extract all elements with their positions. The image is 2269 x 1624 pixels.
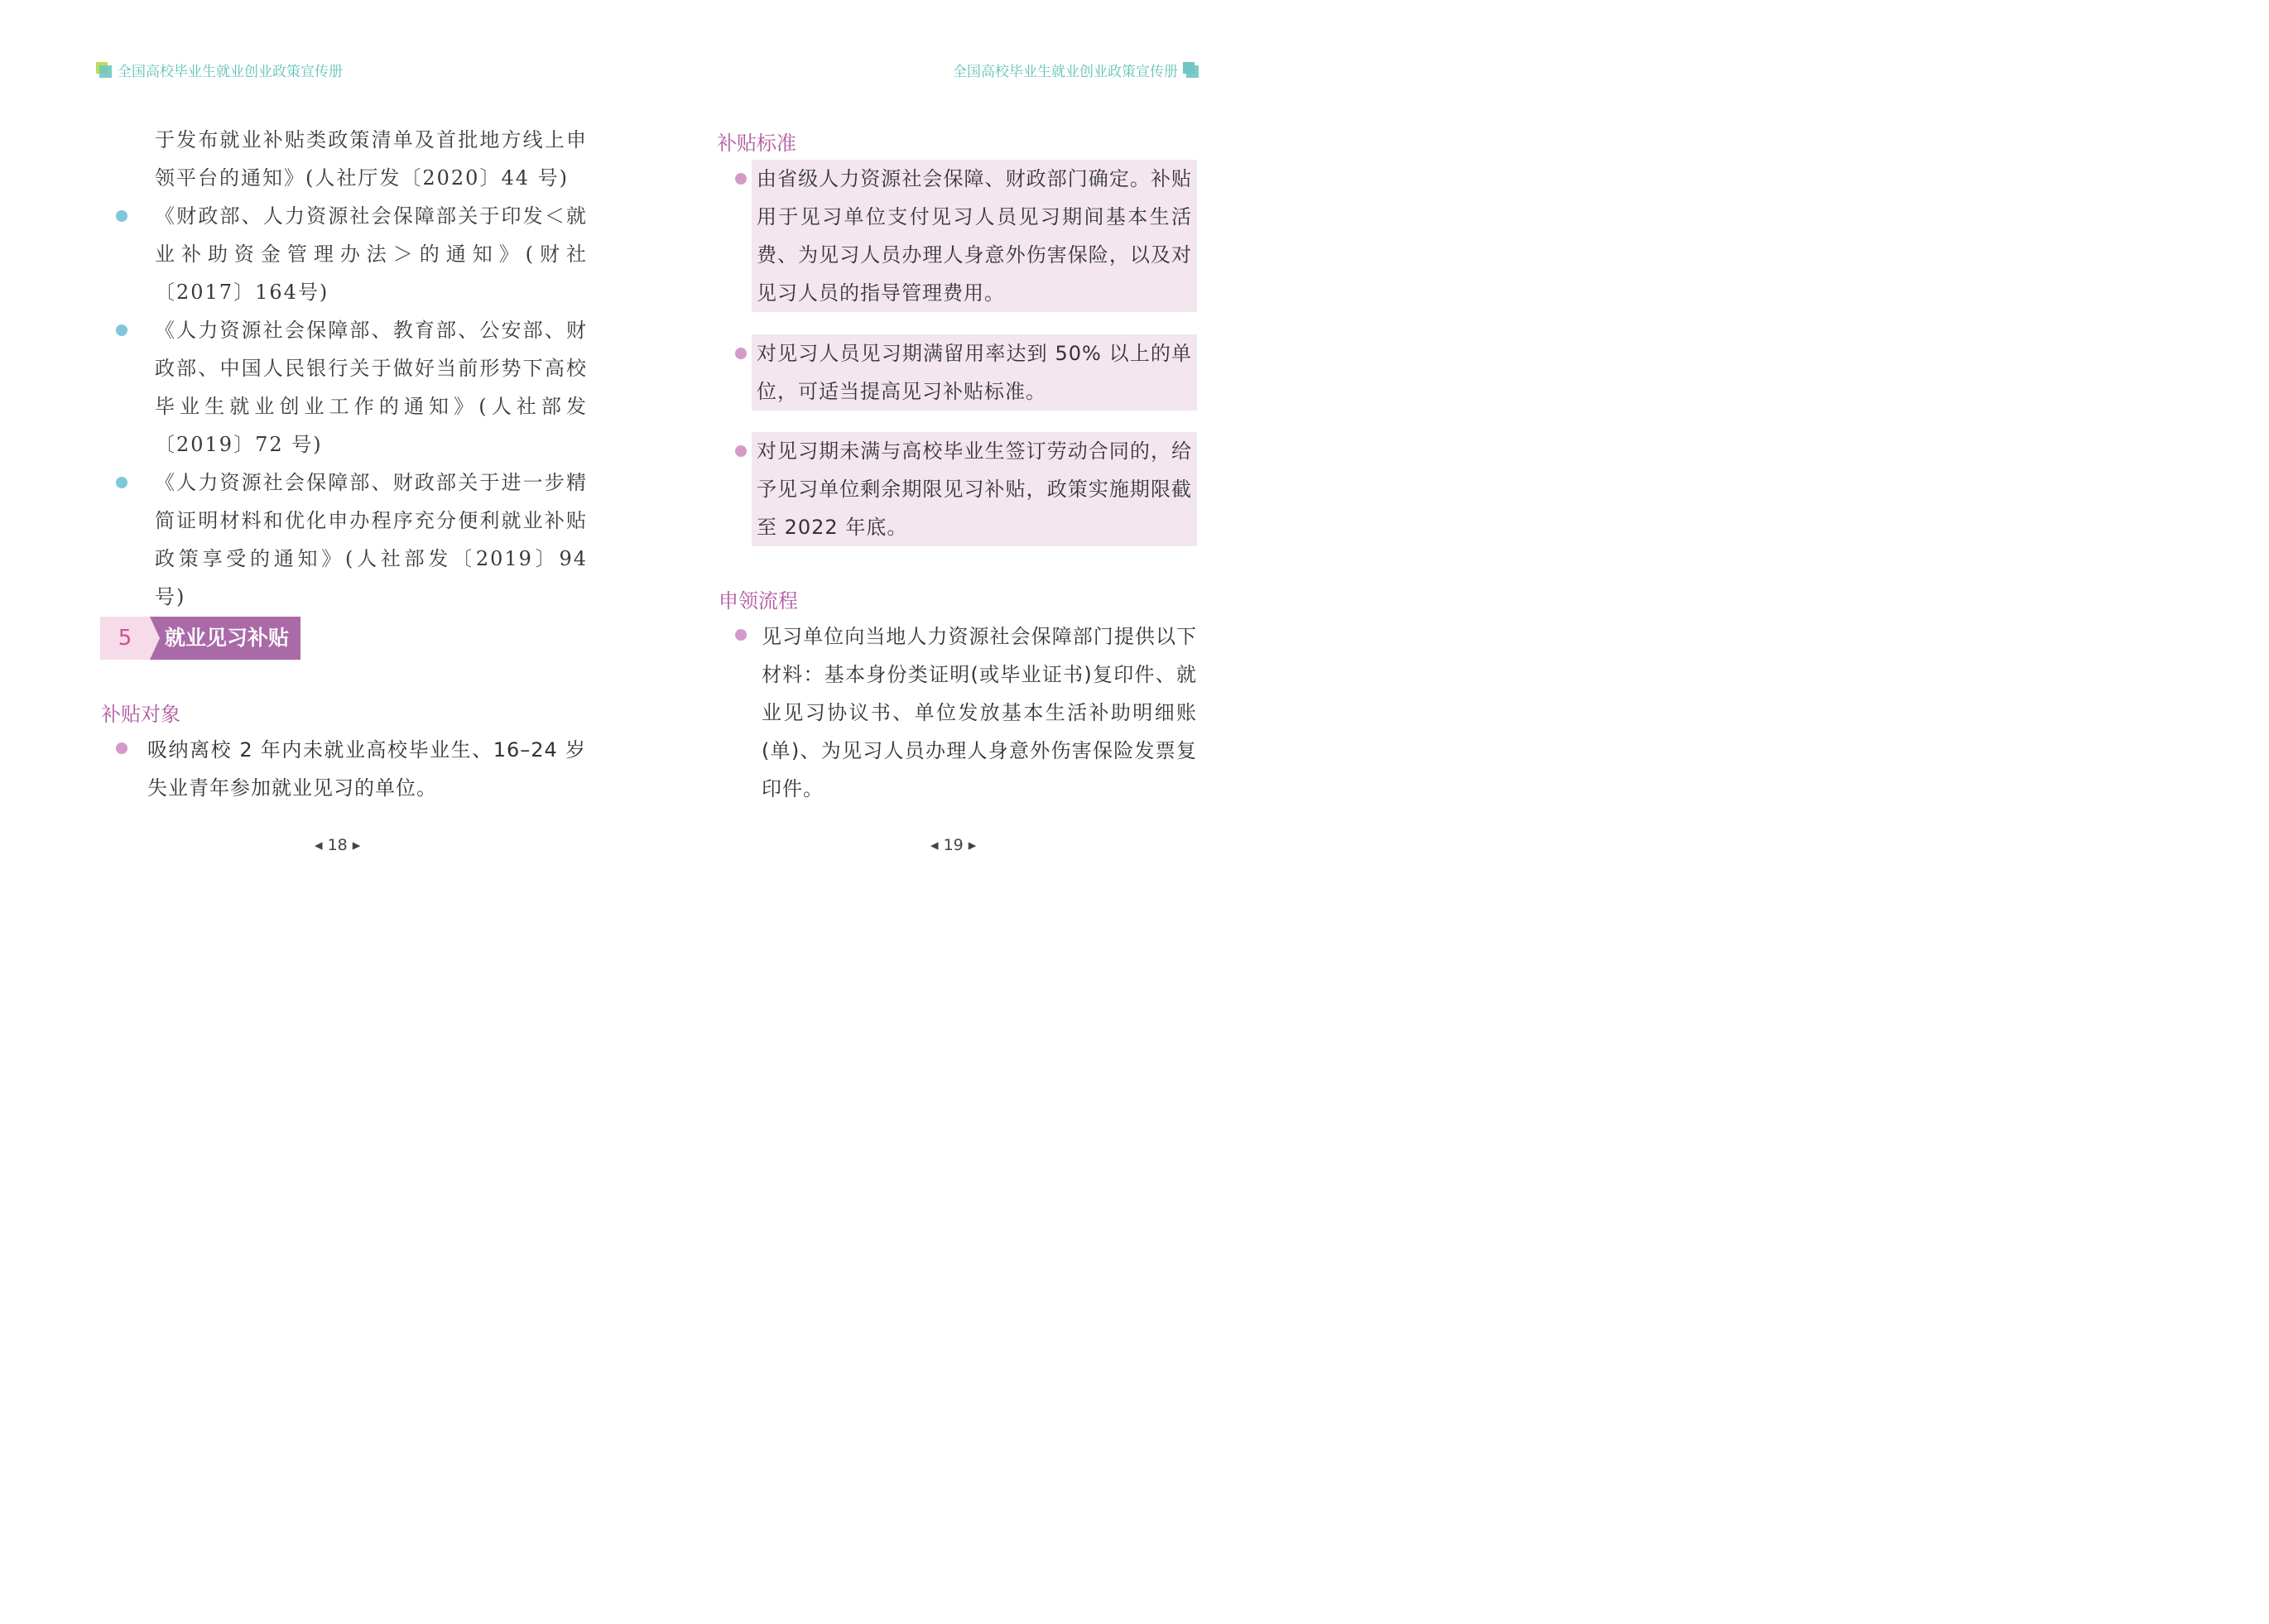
page-number: ◂ 18 ▸ (315, 836, 361, 854)
bullet-icon (116, 477, 127, 488)
list-item (116, 464, 588, 616)
header-title: 全国高校毕业生就业创业政策宣传册 (118, 64, 343, 80)
highlight-box (752, 160, 1197, 312)
subsidy-target-heading: 补贴对象 (101, 703, 180, 726)
list-item-text: 《人力资源社会保障部、财政部关于进一步精简证明材料和优化申办程序充分便利就业补贴政策享受的通知》(人社部发〔2019〕94 号) (155, 471, 588, 608)
left-page (0, 0, 647, 930)
highlight-box (752, 334, 1197, 411)
list-item-text: 于发布就业补贴类政策清单及首批地方线上申领平台的通知》(人社厅发〔2020〕44 号) (155, 128, 588, 190)
list-item-text: 《财政部、人力资源社会保障部关于印发＜就业补助资金管理办法＞的通知》(财社〔2017〕164号) (155, 204, 588, 304)
header-square-icon (96, 62, 113, 79)
section-badge (100, 617, 300, 660)
badge-notch (150, 617, 160, 660)
process-heading: 申领流程 (719, 589, 798, 613)
subsidy-standard-heading: 补贴标准 (717, 132, 796, 155)
standard-item (735, 432, 1197, 546)
standard-item (735, 334, 1197, 411)
running-header-left (96, 60, 343, 80)
bullet-icon (735, 173, 747, 185)
bullet-icon (116, 742, 127, 754)
header-square-icon (1183, 62, 1199, 79)
section-number: 5 (100, 617, 150, 660)
bullet-icon (116, 324, 127, 336)
list-item (116, 311, 588, 464)
standard-text: 对见习人员见习期满留用率达到 50% 以上的单位，可适当提高见习补贴标准。 (757, 342, 1192, 403)
page-number: ◂ 19 ▸ (930, 836, 977, 854)
standard-text: 由省级人力资源社会保障、财政部门确定。补贴用于见习单位支付见习人员见习期间基本生活费、为见习人员办理人身意外伤害保险，以及对见习人员的指导管理费用。 (757, 167, 1192, 305)
bullet-icon (735, 445, 747, 457)
standard-text: 对见习期未满与高校毕业生签订劳动合同的，给予见习单位剩余期限见习补贴，政策实施期限截至 2022 年底。 (757, 440, 1192, 539)
list-item-text: 《人力资源社会保障部、教育部、公安部、财政部、中国人民银行关于做好当前形势下高校毕业生就业创业工作的通知》(人社部发〔2019〕72 号) (155, 319, 588, 456)
subsidy-target-item (116, 731, 588, 807)
list-item (116, 121, 588, 197)
subsidy-target-text: 吸纳离校 2 年内未就业高校毕业生、16–24 岁失业青年参加就业见习的单位。 (147, 738, 586, 800)
bullet-icon (116, 210, 127, 222)
standard-item (735, 160, 1197, 312)
process-item (735, 617, 1197, 808)
header-title: 全国高校毕业生就业创业政策宣传册 (953, 64, 1178, 80)
bullet-icon (735, 629, 747, 641)
right-page (647, 0, 1294, 930)
highlight-box (752, 432, 1197, 546)
list-item (116, 197, 588, 311)
bullet-icon (735, 348, 747, 359)
running-header-right (953, 60, 1199, 80)
section-title: 就业见习补贴 (150, 617, 300, 660)
policy-document-list (116, 121, 588, 616)
process-text: 见习单位向当地人力资源社会保障部门提供以下材料：基本身份类证明(或毕业证书)复印件、就业见习协议书、单位发放基本生活补助明细账(单)、为见习人员办理人身意外伤害保险发票复印件。 (762, 625, 1197, 800)
